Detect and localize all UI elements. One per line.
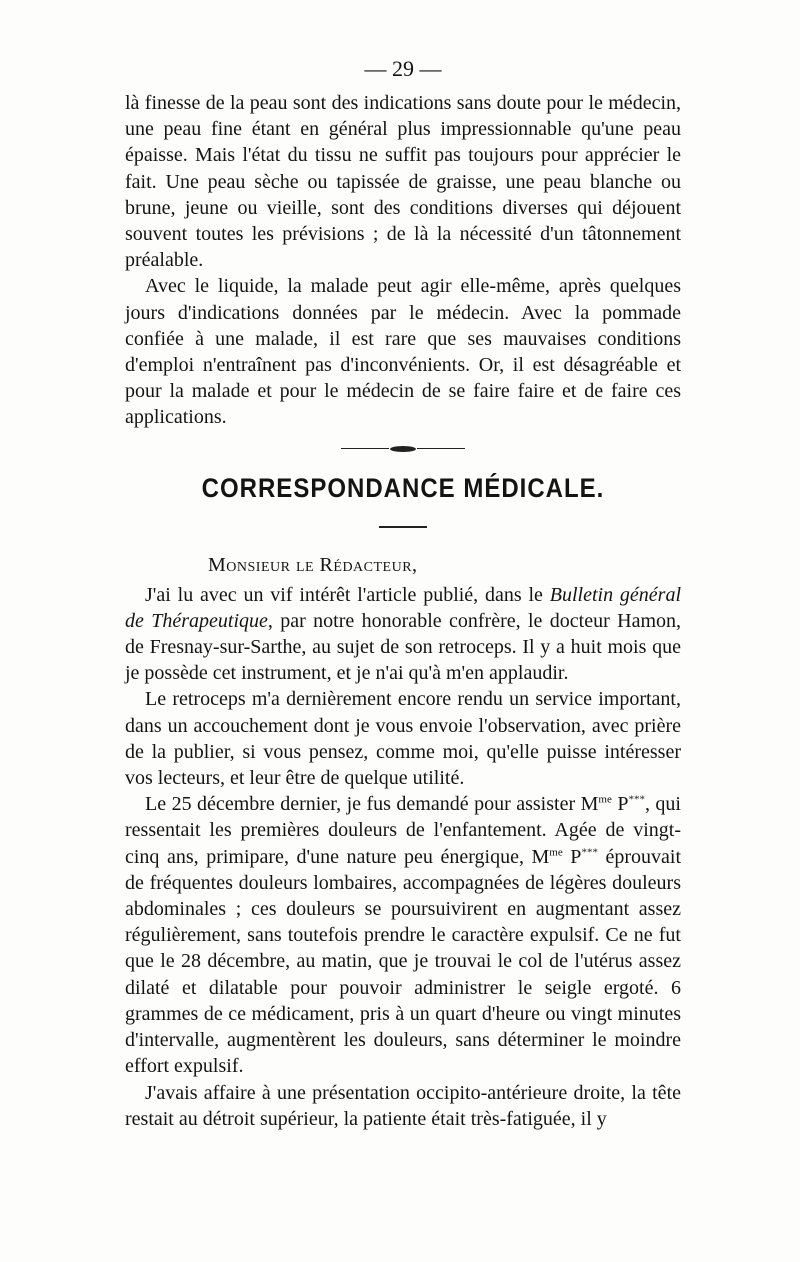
journal-title: Bulletin général de Thérapeutique [125,583,682,632]
letter-paragraph-3: Le 25 décembre dernier, je fus demandé pour assister $M^{me}$ P***, qui ressentait les premières douleurs de l'enfantement. Agée de vingt-cinq ans, primipare, d'une nature peu énergique, $M^{me}$ P*** éprouvait de fréquentes douleurs lombaires, accompagnées de légères douleurs abdominales ; ces douleurs se poursuivirent en augmentant assez régulièrement, sans toutefois prendre le caractère expulsif. Ce ne fut que le 28 décembre, au matin, que je trouvai le col de l'utérus assez dilaté et dilatable pour pouvoir administrer le seigle ergoté. 6 grammes de ce médicament, pris à un quart d'heure ou vingt minutes d'intervalle, augmentèrent les douleurs, sans déterminer le moindre effort expulsif. [125,793,682,1078]
letter-salutation: Monsieur le Rédacteur, [208,553,418,576]
page-number: — 29 — [364,56,442,81]
letter-paragraph-1: J'ai lu avec un vif intérêt l'article publié, dans le Bulletin général de Thérapeutique, par notre honorable confrère, le docteur Hamon, de Fresnay-sur-Sarthe, au sujet de son retroceps. Il y a huit mois que je possède cet instrument, et je n'ai qu'à m'en applaudir. [125,583,682,685]
section-rule [379,526,427,528]
paragraph-liquid-vs-pommade: Avec le liquide, la malade peut agir elle-même, après quelques jours d'indications données par le médecin. Avec la pommade confiée à une malade, il est rare que ses mauvaises conditions d'emploi n'entraînent pas d'inconvénients. Or, il est désagréable et pour la malade et pour le médecin de se faire faire et de faire ces applications. [125,275,681,429]
letter-paragraph-4: J'avais affaire à une présentation occipito-antérieure droite, la tête restait au détroit supérieur, la patiente était très-fatiguée, il y [125,1081,681,1130]
document-page [125,52,681,1132]
ornamental-divider [125,438,681,460]
letter-paragraph-2: Le retroceps m'a dernièrement encore rendu un service important, dans un accouchement dont je vous envoie l'observation, avec prière de la publier, si vous pensez, comme moi, qu'elle puisse intéresser vos lecteurs, et leur être de quelque utilité. [125,688,681,790]
section-title: CORRESPONDANCE MÉDICALE. [201,472,605,504]
paragraph-skin-finesse: là finesse de la peau sont des indications sans doute pour le médecin, une peau fine étant en général plus impressionnable qu'une peau épaisse. Mais l'état du tissu ne suffit pas toujours pour apprécier le fait. Une peau sèche ou tapissée de graisse, une peau blanche ou brune, jeune ou vieille, sont des conditions diverses qui déjouent souvent toutes les prévisions ; de là la nécessité d'un tâtonnement préalable. [125,92,681,272]
